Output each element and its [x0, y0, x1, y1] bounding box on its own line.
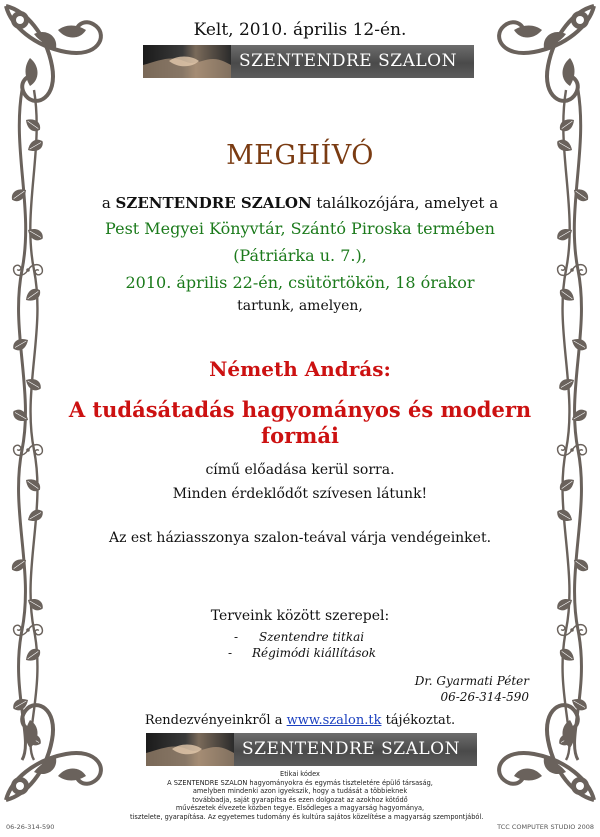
intro-org: SZENTENDRE SZALON — [115, 194, 312, 212]
tartunk-line: tartunk, amelyen, — [237, 298, 363, 314]
ethics-line: továbbadja, saját gyarapítsa és ezen dolgozat az azokhoz kötődő — [192, 795, 408, 804]
page-title: MEGHÍVÓ — [226, 140, 374, 171]
list-item-label: Régimódi kiállítások — [252, 646, 377, 660]
host-line: Az est háziasszonya szalon-teával várja vendégeinket. — [108, 530, 492, 546]
signature-phone: 06-26-314-590 — [440, 690, 529, 704]
footer-studio: TCC COMPUTER STUDIO 2008 — [497, 823, 594, 831]
intro-suffix: találkozójára, amelyet a — [311, 194, 499, 212]
info-suffix: tájékoztat. — [381, 713, 456, 728]
when-line: 2010. április 22-én, csütörtökön, 18 órakor — [125, 273, 475, 292]
header-banner — [143, 45, 474, 78]
venue-line-2: (Pátriárka u. 7.), — [233, 246, 367, 265]
lecture-title — [0, 397, 600, 449]
list-dash: - — [228, 646, 233, 660]
intro-line — [0, 194, 600, 212]
ethics-line: művészetek élvezete közben tegye. Elsődleges a magyarság hagyománya, — [175, 804, 425, 813]
footer-banner — [146, 733, 477, 766]
plans-heading: Terveink között szerepel: — [210, 608, 390, 624]
ethics-line: tisztelete, gyarapítása. Az egyetemes tudomány és kultúra sajátos közelítése a magyarság szempontjából. — [130, 812, 484, 821]
list-dash: - — [234, 630, 239, 644]
lecture-note: című előadása kerül sorra. — [205, 462, 395, 478]
venue-line-1: Pest Megyei Könyvtár, Szántó Piroska termében — [105, 219, 495, 238]
signature-name: Dr. Gyarmati Péter — [414, 674, 529, 688]
intro-prefix: a — [101, 194, 116, 212]
lecture-title-line-1: A tudásátadás hagyományos és modern — [68, 397, 532, 422]
info-line — [0, 713, 600, 728]
handshake-icon — [143, 45, 231, 78]
ethics-line: amelyben mindenki azon igyekszik, hogy a tudását a többieknek — [192, 787, 408, 796]
footer-phone: 06-26-314-590 — [6, 823, 55, 831]
list-item-label: Szentendre titkai — [259, 630, 365, 644]
welcome-line: Minden érdeklődőt szívesen látunk! — [172, 486, 428, 502]
ethics-code — [130, 770, 484, 822]
ethics-line: A SZENTENDRE SZALON hagyományokra és egymás tiszteletére épülő társaság, — [167, 778, 433, 787]
info-prefix: Rendezvényeinkről a — [144, 713, 287, 728]
speaker-name: Németh András: — [209, 357, 391, 381]
lecture-title-line-2: formái — [261, 423, 339, 448]
handshake-icon — [146, 733, 234, 766]
ethics-heading: Etikai kódex — [280, 770, 320, 778]
banner-text: SZENTENDRE SZALON — [242, 739, 460, 759]
date-line: Kelt, 2010. április 12-én. — [193, 20, 407, 40]
banner-text: SZENTENDRE SZALON — [239, 51, 457, 71]
website-link[interactable]: www.szalon.tk — [286, 713, 382, 728]
